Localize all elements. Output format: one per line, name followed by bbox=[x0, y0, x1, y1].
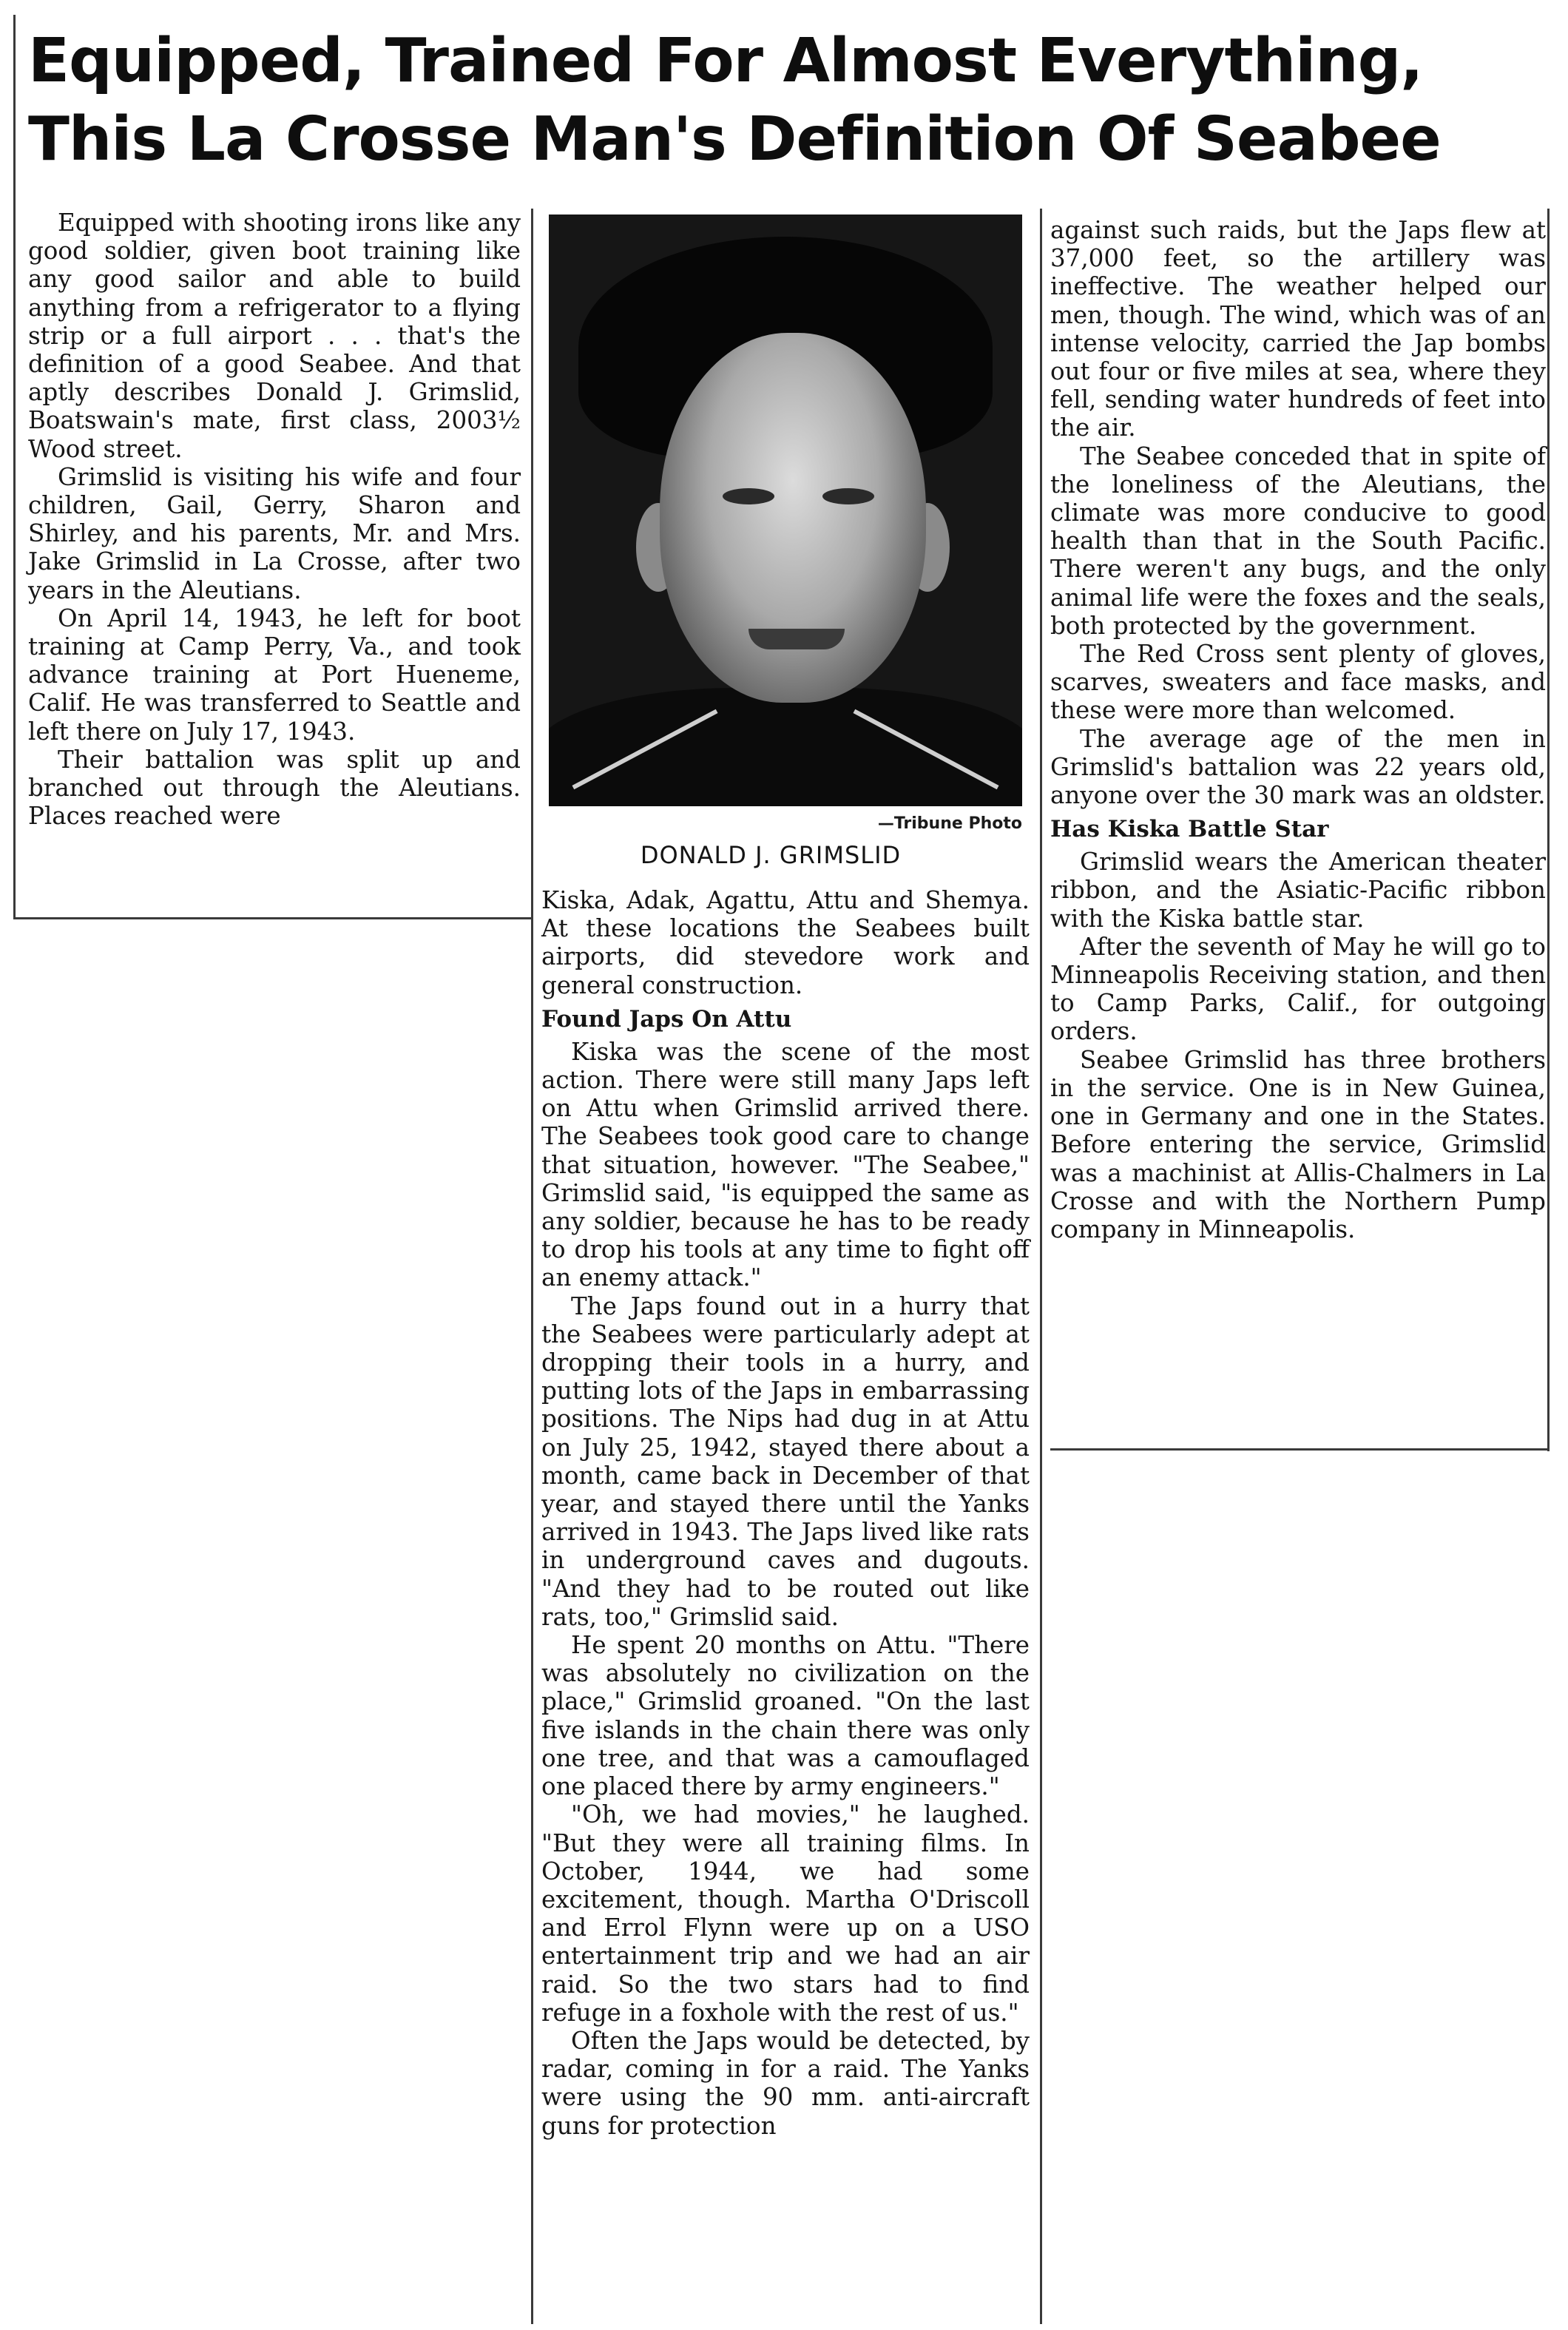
article-column-1 bbox=[28, 209, 521, 830]
photo-credit: —Tribune Photo bbox=[877, 814, 1022, 833]
eye-shape bbox=[723, 488, 774, 504]
column-rule-right bbox=[1547, 209, 1550, 1451]
paragraph: After the seventh of May he will go to Minneapolis Receiving station, and then to Camp Parks, Calif., for outgoing orders. bbox=[1050, 932, 1546, 1046]
paragraph: He spent 20 months on Attu. "There was absolutely no civilization on the place," Grimslid groaned. "On the last five islands in the chain there was only one tree, and that was a camouflaged one placed there by army engineers." bbox=[541, 1631, 1030, 1801]
photo-caption: DONALD J. GRIMSLID bbox=[640, 841, 902, 869]
subhead: Has Kiska Battle Star bbox=[1050, 816, 1329, 843]
paragraph: Their battalion was split up and branched out through the Aleutians. Places reached were bbox=[28, 745, 521, 831]
column-rule-1 bbox=[531, 209, 533, 2324]
column-1-bottom-rule bbox=[13, 917, 531, 919]
paragraph: The average age of the men in Grimslid's battalion was 22 years old, anyone over the 30 mark was an oldster. bbox=[1050, 724, 1546, 810]
paragraph: On April 14, 1943, he left for boot training at Camp Perry, Va., and took advance training at Port Hueneme, Calif. He was transferred to Seattle and left there on July 17, 1943. bbox=[28, 604, 521, 746]
article-column-2 bbox=[541, 886, 1030, 2140]
paragraph: Grimslid wears the American theater ribbon, and the Asiatic-Pacific ribbon with the Kiska battle star. bbox=[1050, 848, 1546, 933]
paragraph: The Japs found out in a hurry that the Seabees were particularly adept at dropping their tools in a hurry, and putting lots of the Japs in embarrassing positions. The Nips had dug in at Attu on July 25, 1942, stayed there about a month, came back in December of that year, and stayed there until the Yanks arrived in 1943. The Japs lived like rats in underground caves and dugouts. "And they had to be routed out like rats, too," Grimslid said. bbox=[541, 1291, 1030, 1631]
paragraph: Kiska, Adak, Agattu, Attu and Shemya. At these locations the Seabees built airports, did stevedore work and general construction. bbox=[541, 886, 1030, 999]
paragraph: "Oh, we had movies," he laughed. "But they were all training films. In October, 1944, we had some excitement, though. Martha O'Driscoll and Errol Flynn were up on a USO entertainment trip and we had an air raid. So the two stars had to find refuge in a foxhole with the rest of us." bbox=[541, 1800, 1030, 2027]
paragraph: The Red Cross sent plenty of gloves, scarves, sweaters and face masks, and these were more than welcomed. bbox=[1050, 640, 1546, 725]
paragraph: Equipped with shooting irons like any good soldier, given boot training like any good sailor and able to build anything from a refrigerator to a flying strip or a full airport . . . that's the definition of a good Seabee. And that aptly describes Donald J. Grimslid, Boatswain's mate, first class, 2003½ Wood street. bbox=[28, 209, 521, 463]
headline bbox=[28, 22, 1544, 179]
paragraph: The Seabee conceded that in spite of the loneliness of the Aleutians, the climate was more conducive to good health than that in the South Pacific. There weren't any bugs, and the only animal life were the foxes and the seals, both protected by the government. bbox=[1050, 442, 1546, 640]
paragraph: Kiska was the scene of the most action. There were still many Japs left on Attu when Grimslid arrived there. The Seabees took good care to change that situation, however. "The Seabee," Grimslid said, "is equipped the same as any soldier, because he has to be ready to drop his tools at any time to fight off an enemy attack." bbox=[541, 1037, 1030, 1292]
headline-line-1: Equipped, Trained For Almost Everything, bbox=[28, 26, 1423, 96]
paragraph: against such raids, but the Japs flew at 37,000 feet, so the artillery was ineffective. The weather helped our men, though. The wind, which was of an intense velocity, carried the Jap bombs out four or five miles at sea, where they fell, sending water hundreds of feet into the air. bbox=[1050, 216, 1546, 442]
column-rule-2 bbox=[1040, 209, 1042, 2324]
mouth-shape bbox=[748, 629, 845, 649]
paragraph: Grimslid is visiting his wife and four children, Gail, Gerry, Sharon and Shirley, and his parents, Mr. and Mrs. Jake Grimslid in La Crosse, after two years in the Aleutians. bbox=[28, 462, 521, 604]
subhead: Found Japs On Attu bbox=[541, 1005, 792, 1033]
column-rule-left bbox=[13, 15, 16, 917]
column-3-bottom-rule bbox=[1050, 1448, 1547, 1451]
headline-line-2: This La Crosse Man's Definition Of Seabee bbox=[28, 104, 1441, 175]
article-column-3 bbox=[1050, 216, 1546, 1243]
uniform-collar bbox=[549, 688, 1022, 806]
eye-shape bbox=[822, 488, 874, 504]
paragraph: Often the Japs would be detected, by radar, coming in for a raid. The Yanks were using the 90 mm. anti-aircraft guns for protection bbox=[541, 2026, 1030, 2140]
paragraph: Seabee Grimslid has three brothers in the service. One is in New Guinea, one in Germany and one in the States. Before entering the service, Grimslid was a machinist at Allis-Chalmers in La Crosse and with the Northern Pump company in Minneapolis. bbox=[1050, 1045, 1546, 1243]
portrait-photo bbox=[549, 215, 1022, 806]
